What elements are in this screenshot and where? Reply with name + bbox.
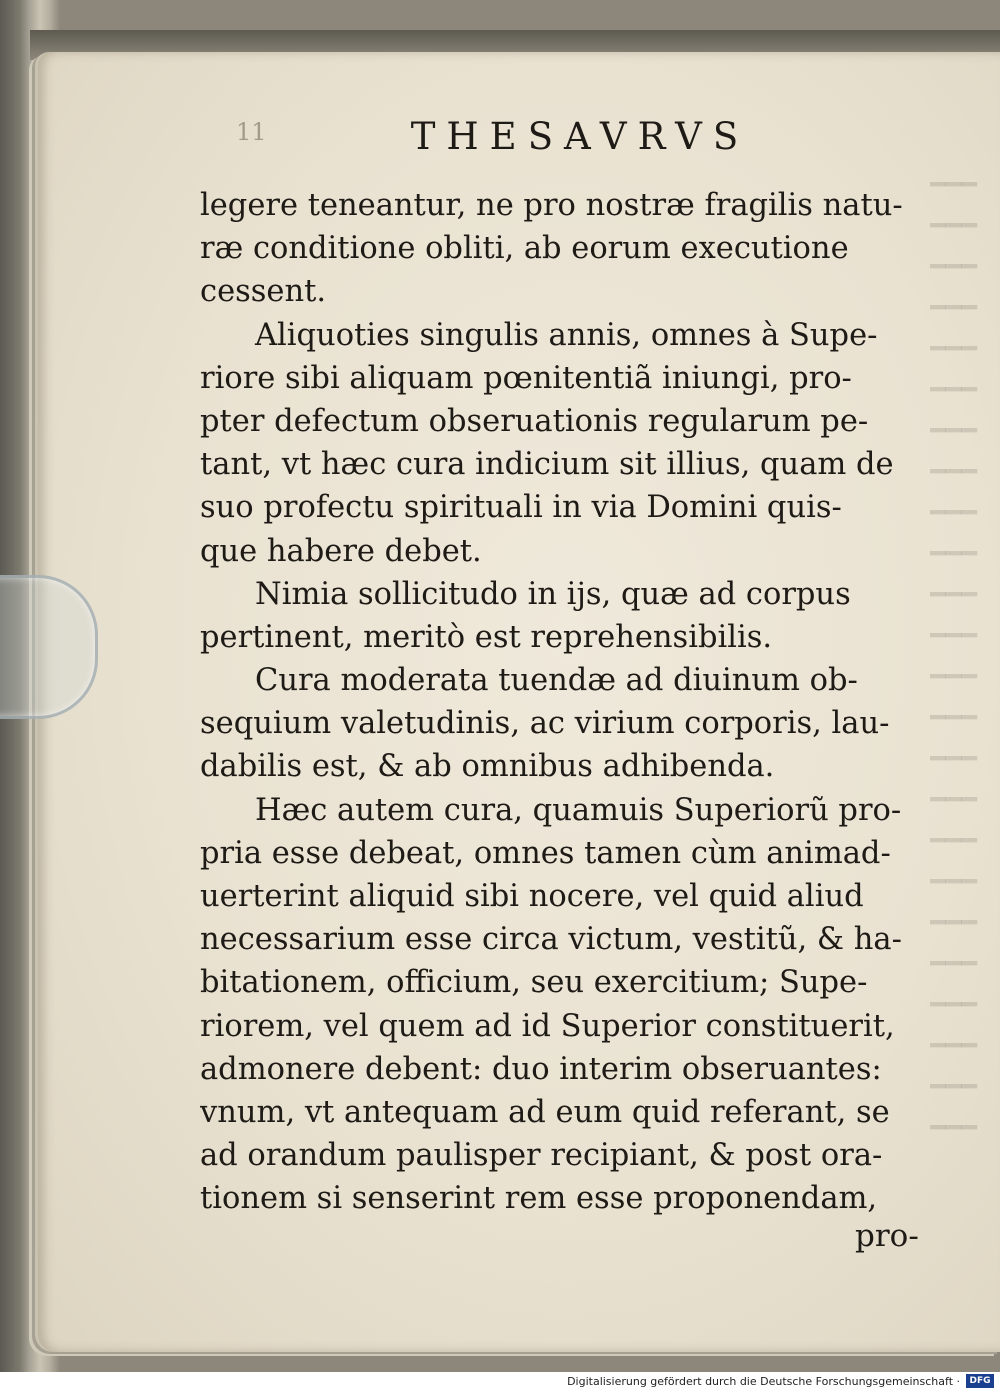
text-line: Hæc autem cura, quamuis Superiorũ pro- [255, 792, 902, 828]
catchword: pro- [855, 1218, 919, 1254]
page-clip [0, 575, 98, 719]
text-line: que habere debet. [200, 533, 482, 569]
text-line: ad orandum paulisper recipiant, & post ora- [200, 1138, 883, 1174]
text-line: pria esse debeat, omnes tamen cùm animad- [200, 835, 891, 871]
text-line: admonere debent: duo interim obseruantes: [200, 1051, 882, 1087]
text-line: riorem, vel quem ad id Superior constituerit, [200, 1008, 895, 1044]
text-line: tionem si senserint rem esse proponendam, [200, 1181, 878, 1217]
digitization-footer [0, 1372, 1000, 1392]
body-text [200, 184, 945, 1221]
text-line: necessarium esse circa victum, vestitũ, & ha- [200, 922, 902, 958]
text-line: ræ conditione obliti, ab eorum executione [200, 231, 849, 267]
text-line: Aliquoties singulis annis, omnes à Supe- [255, 317, 878, 353]
text-line: uerterint aliquid sibi nocere, vel quid aliud [200, 879, 864, 914]
footer-credit: Digitalisierung gefördert durch die Deutsche Forschungsgemeinschaft · [567, 1375, 960, 1388]
text-line: pertinent, meritò est reprehensibilis. [200, 619, 773, 655]
text-line: legere teneantur, ne pro nostræ fragilis natu- [200, 188, 903, 223]
text-line: sequium valetudinis, ac virium corporis, lau- [200, 706, 890, 742]
text-line: vnum, vt antequam ad eum quid referant, se [200, 1094, 890, 1130]
show-through-text: ━━━ ━━━ ━━━ ━━━ ━━━ ━━━ ━━━ ━━━ ━━━ ━━━ ━━━ ━━━ ━━━ ━━━ ━━━ ━━━ ━━━ ━━━ ━━━ ━━━ ━━━ ━━━ ━━━ ━━━ [930, 170, 977, 1143]
text-line: Cura moderata tuendæ ad diuinum ob- [255, 663, 858, 699]
text-line: pter defectum obseruationis regularum pe- [200, 403, 869, 439]
page-number: 11 [236, 118, 267, 146]
text-line: riore sibi aliquam pœnitentiã iniungi, pro- [200, 360, 852, 396]
text-line: cessent. [200, 274, 327, 310]
text-line: suo profectu spirituali in via Domini quis- [200, 490, 842, 526]
text-line: dabilis est, & ab omnibus adhibenda. [200, 749, 775, 785]
running-head: THESAVRVS [410, 115, 750, 158]
text-line: Nimia sollicitudo in ijs, quæ ad corpus [255, 576, 851, 612]
dfg-logo: DFG [966, 1374, 994, 1388]
text-line: tant, vt hæc cura indicium sit illius, quam de [200, 447, 894, 483]
text-line: bitationem, officium, seu exercitium; Supe- [200, 965, 868, 1001]
